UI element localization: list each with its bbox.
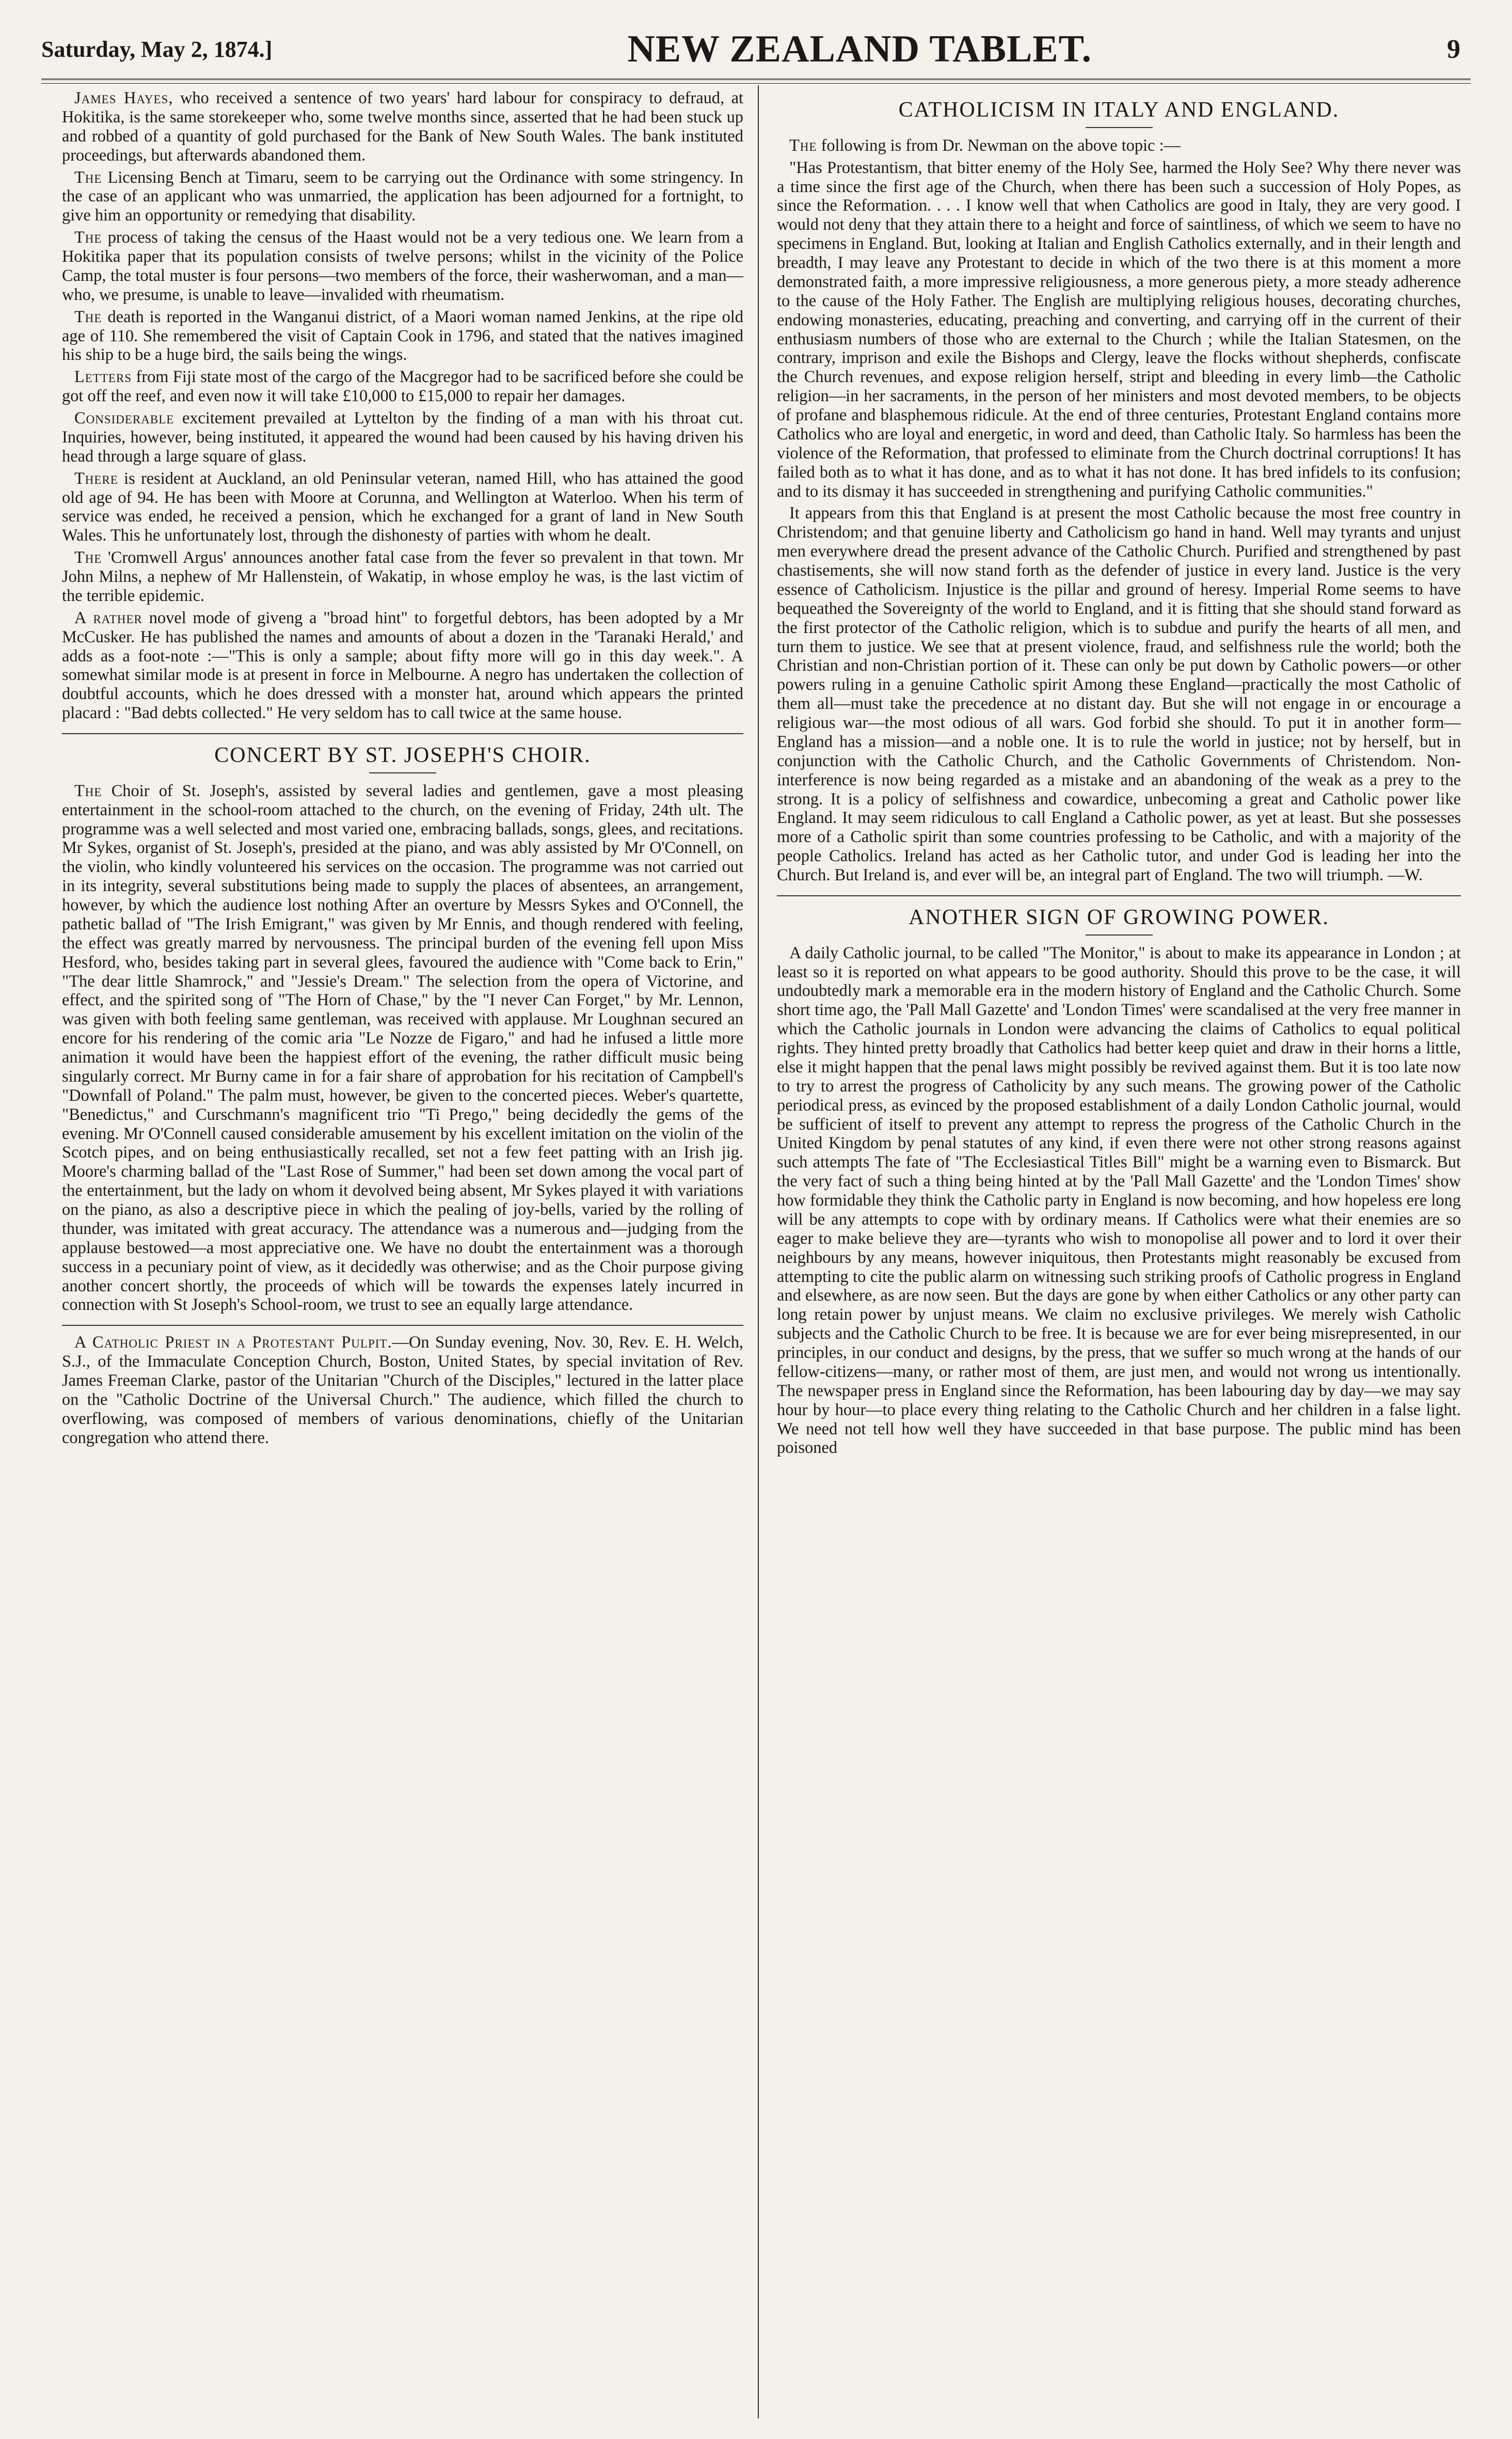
- news-item: The 'Cromwell Argus' announces another fatal case from the fever so prevalent in that town. Mr John Milns, a nephew of Mr Hallenstein, of Wakatip, in whose employ he was, is the last victim of the terrible epidemic.: [62, 548, 743, 605]
- issue-date: Saturday, May 2, 1874.]: [41, 36, 273, 62]
- news-item: James Hayes, who received a sentence of two years' hard labour for conspiracy to defraud, at Hokitika, is the same storekeeper who, some twelve months since, asserted that he had been stuck up and robbed of a quantity of gold purchased for the Bank of New South Wales. The bank instituted proceedings, but afterwards abandoned them.: [62, 89, 743, 165]
- news-item: Letters from Fiji state most of the cargo of the Macgregor had to be sacrificed before she could be got off the reef, and even now it will take £10,000 to £15,000 to repair her damages.: [62, 368, 743, 406]
- section-rule: [62, 733, 743, 734]
- left-column: [62, 89, 743, 2418]
- italy-paragraph: The following is from Dr. Newman on the above topic :—: [789, 136, 1181, 155]
- power-heading: ANOTHER SIGN OF GROWING POWER.: [909, 905, 1329, 929]
- right-column: [777, 89, 1461, 2418]
- news-item: The Licensing Bench at Timaru, seem to be carrying out the Ordinance with some stringency. In the case of an applicant who was unmarried, the application has been adjourned for a fortnight, to give him an opportunity or remedying that disability.: [62, 168, 743, 225]
- power-paragraph: A daily Catholic journal, to be called "The Monitor," is about to make its appearance in London ; at least so it is reported on what appears to be good authority. Should this prove to be the case, it will undoubtedly mark a memorable era in the modern history of England and the Catholic Church. Some short time ago, the 'Pall Mall Gazette' and 'London Times' were scandalised at the very free manner in which the Catholic journals in London were advancing the claims of Catholics to equal political rights. They hinted pretty broadly that Catholics had better keep quiet and draw in their horns a little, else it might happen that the penal laws might possibly be revived against them. But it is too late now to try to arrest the progress of Catholicity by any such means. The growing power of the Catholic periodical press, as evinced by the proposed establishment of a daily London Catholic journal, would be sufficient of itself to prevent any attempt to repress the progress of the Catholic Church in the United Kingdom by penal statutes of any kind, if even there were not other strong reasons against such attempts The fate of "The Ecclesiastical Titles Bill" might be a warning even to Bismarck. But the very fact of such a thing being hinted at by the 'Pall Mall Gazette' and the 'London Times' show how formidable they think the Catholic party in England is now becoming, and how hopeless ere long will be any attempts to cope with by ordinary means. If Catholics were what their enemies are so eager to make believe they are—tyrants who wish to monopolise all power and to lord it over their neighbours by any means, however iniquitous, then Protestants might reasonably be excused from attempting to cite the public alarm on witnessing such striking proofs of Catholic progress in England and elsewhere, as are now seen. But the days are gone by when either Catholics or any other party can long retain power by unjust means. We claim no exclusive privileges. We merely wish Catholic subjects and the Catholic Church to be free. It is because we are for ever being misrepresented, in our principles, in our conduct and designs, by the press, that we suffer so much wrong at the hands of our fellow-citizens—many, or rather most of them, are just men, and would not wrong us intentionally. The newspaper press in England since the Reformation, has been labouring day by day—we may say hour by hour—to place every thing relating to the Catholic Church and her children in a false light. We need not tell how well they have succeeded in that base purpose. The public mind has been poisoned: [777, 943, 1461, 1458]
- column-divider: [758, 85, 759, 2418]
- section-rule: [777, 895, 1461, 896]
- newspaper-title: NEW ZEALAND TABLET.: [627, 27, 1092, 70]
- concert-heading: CONCERT BY ST. JOSEPH'S CHOIR.: [214, 743, 591, 767]
- priest-lecture-item: A Catholic Priest in a Protestant Pulpit.—On Sunday evening, Nov. 30, Rev. E. H. Welch, S.J., of the Immaculate Conception Church, Boston, United States, by special invitation of Rev. James Freeman Clarke, pastor of the Unitarian "Church of the Disciples," lectured in the latter place on the "Catholic Doctrine of the Universal Church." The audience, which filled the church to overflowing, was composed of members of various denominations, chiefly of the Unitarian congregation who attend there.: [62, 1333, 743, 1447]
- heading-rule: [1086, 935, 1153, 936]
- masthead-rule: [41, 78, 1471, 84]
- heading-rule: [369, 772, 436, 773]
- masthead: [41, 21, 1471, 77]
- concert-paragraph: The Choir of St. Joseph's, assisted by several ladies and gentlemen, gave a most pleasing entertainment in the school-room attached to the church, on the evening of Friday, 24th ult. The programme was a well selected and most varied one, embracing ballads, songs, glees, and recitations. Mr Sykes, organist of St. Joseph's, presided at the piano, and was ably assisted by Mr O'Connell, on the violin, who kindly volunteered his services on the occasion. The programme was not carried out in its integrity, several substitutions being made to supply the places of absentees, an arrangement, however, by which the audience lost nothing After an overture by Messrs Sykes and O'Connell, the pathetic ballad of "The Irish Emigrant," was given by Mr Ennis, and though rendered with feeling, the effect was greatly marred by nervousness. The principal burden of the evening fell upon Miss Hesford, who, besides taking part in several glees, favoured the audience with "Come back to Erin," "The dear little Shamrock," and "Jessie's Dream." The selection from the opera of Victorine, and effect, and the spirited song of "The Horn of Chase," by the "I never Can Forget," by Mr. Lennon, was given with both feeling same gentleman, was received with applause. Mr Loughnan secured an encore for his rendering of the comic aria "Le Nozze de Figaro," and had he infused a little more animation it would have been the happiest effort of the evening, the rather difficult music being singularly correct. Mr Burny came in for a fair share of approbation for his recitation of Campbell's "Downfall of Poland." The palm must, however, be given to the concerted pieces. Weber's quartette, "Benedictus," and Curschmann's magnificent trio "Ti Prego," being decidedly the gems of the evening. Mr O'Connell caused considerable amusement by his excellent imitation on the violin of the Scotch pipes, and on being enthusiastically recalled, set not a few feet patting with an Irish jig. Moore's charming ballad of the "Last Rose of Summer," had been set down among the vocal part of the entertainment, but the lady on whom it devolved being absent, Mr Sykes played it with variations on the piano, as also a descriptive piece in which the pealing of joy-bells, varied by the rolling of thunder, was imitated with great accuracy. The attendance was a numerous and—judging from the applause bestowed—a most appreciative one. We have no doubt the entertainment was a thorough success in a pecuniary point of view, as it decidedly was otherwise; and as the Choir purpose giving another concert shortly, the proceeds of which will be towards the expenses lately incurred in connection with St Joseph's School-room, we trust to see an equally large attendance.: [62, 781, 743, 1314]
- news-item: There is resident at Auckland, an old Peninsular veteran, named Hill, who has attained the good old age of 94. He has been with Moore at Corunna, and Wellington at Waterloo. When his term of service was ended, he received a pension, which he exchanged for a grant of land in New South Wales. This he unfortunately lost, through the dishonesty of parties with whom he dealt.: [62, 469, 743, 545]
- heading-rule: [1086, 127, 1153, 128]
- italy-paragraph: It appears from this that England is at present the most Catholic because the most free country in Christendom; and that genuine liberty and Catholicism go hand in hand. Well may tyrants and unjust men everywhere dread the present advance of the Catholic Church. Purified and strengthened by past chastisements, she will now stand forth as the defender of justice in every land. Justice is the very essence of Catholicism. Injustice is the pillar and ground of heresy. Imperial Rome seems to have bequeathed the Sovereignty of the world to England, and it is fitting that she should stand forward as the first protector of the Catholic religion, which is to subdue and purify the hearts of all men, and turn them to justice. We see that at present violence, fraud, and selfishness rule the world; both the Christian and non-Christian portion of it. These can only be put down by Catholic powers—or other powers ruling in a genuine Catholic spirit Among these England—practically the most Catholic of them all—must take the precedence at no distant day. But she will not engage in or encourage a religious war—the most odious of all wars. God forbid she should. To put it in another form—England has a mission—and a noble one. It is to rule the world in justice; not by herself, but in conjunction with the Catholic Church, and the Catholic Governments of Christendom. Non-interference is now being regarded as a mistake and an abandoning of the weak as a prey to the strong. It is a policy of selfishness and cowardice, unbecoming a great and Catholic power like England. It may seem ridiculous to call England a Catholic power, as yet at least. But she possesses more of a Catholic spirit than some countries professing to be Catholic, and with a majority of the people Catholics. Ireland has acted as her Catholic tutor, and under God is leading her into the Church. But Ireland is, and ever will be, an integral part of England. The two will triumph. —W.: [777, 504, 1461, 885]
- italy-heading: CATHOLICISM IN ITALY AND ENGLAND.: [898, 98, 1340, 122]
- news-item: The death is reported in the Wanganui district, of a Maori woman named Jenkins, at the ripe old age of 110. She remembered the visit of Captain Cook in 1796, and stated that the natives imagined his ship to be a huge bird, the sails being the wings.: [62, 307, 743, 365]
- italy-paragraph: "Has Protestantism, that bitter enemy of the Holy See, harmed the Holy See? Why there never was a time since the first age of the Church, when there has been such a succession of Holy Popes, as since the Reformation. . . . I know well that when Catholics are good in Italy, they are very good. I would not deny that they attain there to a height and force of saintliness, of which we seem to have no specimens in England. But, looking at Italian and English Catholics externally, and in their length and breadth, I may leave any Protestant to decide in which of the two there is at this moment a more demonstrated faith, a more impressive religiousness, a more generous piety, a more steady adherence to the cause of the Holy Father. The English are multiplying religious houses, decorating churches, endowing monasteries, educating, preaching and converting, and carrying off in the current of their enthusiasm numbers of those who are external to the Church ; while the Italian Statesmen, on the contrary, imprison and exile the Bishops and Clergy, leave the flocks without shepherds, confiscate the Church revenues, and expose religion herself, stript and bleeding in every limb—the Catholic religion—in her sacraments, in the person of her ministers and most devoted members, to be objects of profane and blasphemous ridicule. At the end of three centuries, Protestant England contains more Catholics who are loyal and energetic, in word and deed, than Catholic Italy. So harmless has been the violence of the Reformation, that professed to eliminate from the Church doctrinal corruptions! It has failed both as to what it has done, and as to what it has not done. It has bred infidels to its confusion; and to its dismay it has succeeded in strengthening and purifying Catholic communities.": [777, 158, 1461, 501]
- section-rule: [62, 1325, 743, 1326]
- news-item: A rather novel mode of giveng a "broad hint" to forgetful debtors, has been adopted by a Mr McCusker. He has published the names and amounts of about a dozen in the 'Taranaki Herald,' and adds as a foot-note :—"This is only a sample; about fifty more will go in this day week.". A somewhat similar mode is at present in force in Melbourne. A negro has undertaken the collection of doubtful accounts, which he does dressed with a monster hat, around which appears the printed placard : "Bad debts collected." He very seldom has to call twice at the same house.: [62, 608, 743, 723]
- news-item: Considerable excitement prevailed at Lyttelton by the finding of a man with his throat cut. Inquiries, however, being instituted, it appeared the wound had been caused by his having driven his head through a large square of glass.: [62, 409, 743, 466]
- news-item: The process of taking the census of the Haast would not be a very tedious one. We learn from a Hokitika paper that its population consists of twelve persons; whilst in the vicinity of the Police Camp, the total muster is four persons—two members of the force, their washerwoman, and a man—who, we presume, is unable to leave—invalided with rheumatism.: [62, 228, 743, 304]
- signature: —W.: [1388, 866, 1423, 885]
- page-number: 9: [1447, 34, 1460, 64]
